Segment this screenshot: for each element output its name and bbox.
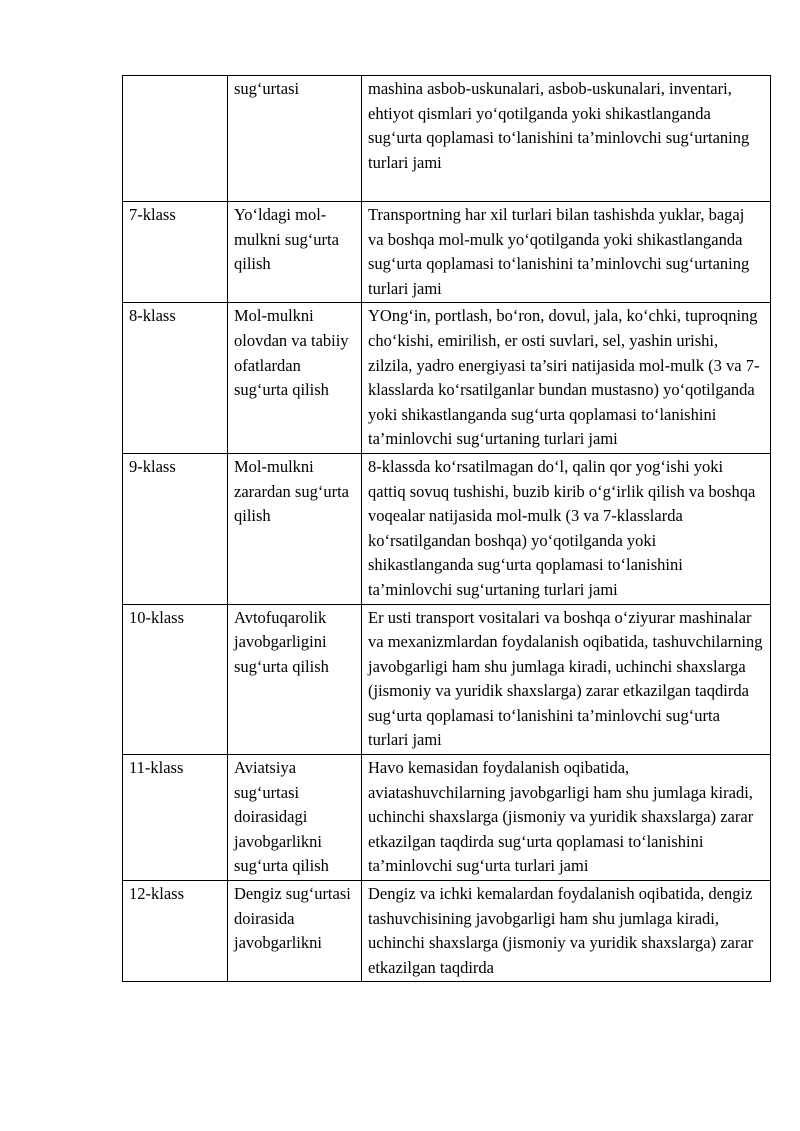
description-cell xyxy=(362,604,771,755)
insurance-name: Avtofuqarolik javobgarligini sug‘urta qilish xyxy=(234,607,329,676)
table-row xyxy=(123,881,771,982)
description-cell xyxy=(362,755,771,881)
class-cell xyxy=(123,303,228,454)
table-row xyxy=(123,604,771,755)
insurance-description: Dengiz va ichki kemalardan foydalanish oqibatida, dengiz tashuvchisining javobgarligi ham shu jumlaga kiradi, uchinchi shaxslarga (jismoniy va yuridik shaxslarga) zarar etkazilgan taqdirda xyxy=(368,884,754,977)
insurance-name: Mol-mulkni zarardan sug‘urta qilish xyxy=(234,456,349,526)
class-cell xyxy=(123,881,228,982)
class-label: 7-klass xyxy=(129,205,176,224)
insurance-name-cell xyxy=(228,202,362,303)
class-label: 9-klass xyxy=(129,456,176,476)
description-cell xyxy=(362,881,771,982)
class-cell xyxy=(123,202,228,303)
table-row xyxy=(123,453,771,604)
insurance-description: Er usti transport vositalari va boshqa o‘ziyurar mashinalar va mexanizmlardan foydalanish oqibatida, tashuvchilarning javobgarligi ham shu jumlaga kiradi, uchinchi shaxslarga (jismoniy va yuridik shaxslarga) zarar etkazilgan taqdirda sug‘urta qoplamasi to‘lanishini ta’minlovchi sug‘urta turlari jami xyxy=(368,607,763,750)
class-label: 8-klass xyxy=(129,306,176,326)
insurance-name: Mol-mulkni olovdan va tabiiy ofatlardan sug‘urta qilish xyxy=(234,306,349,400)
insurance-name: Yo‘ldagi mol-mulkni sug‘urta qilish xyxy=(234,205,339,274)
class-cell xyxy=(123,453,228,604)
description-cell xyxy=(362,202,771,303)
insurance-name-cell xyxy=(228,303,362,454)
insurance-name-cell xyxy=(228,453,362,604)
class-cell xyxy=(123,755,228,881)
insurance-description: Havo kemasidan foydalanish oqibatida, aviatashuvchilarning javobgarligi ham shu jumlaga kiradi, uchinchi shaxslarga (jismoniy va yuridik shaxslarga) zarar etkazilgan taqdirda sug‘urta qoplamasi to‘lanishini ta’minlovchi sug‘urta turlari jami xyxy=(368,758,754,876)
insurance-name-cell xyxy=(228,881,362,982)
insurance-description: 8-klassda ko‘rsatilmagan do‘l, qalin qor yog‘ishi yoki qattiq sovuq tushishi, buzib kirib o‘g‘irlik qilish va boshqa voqealar natijasida mol-mulk (3 va 7-klasslarda ko‘rsatilgandan boshqa) yo‘qotilganda yoki shikastlanganda sug‘urta qoplamasi to‘lanishini ta’minlovchi sug‘urtaning turlari jami xyxy=(368,456,756,599)
insurance-description: mashina asbob-uskunalari, asbob-uskunalari, inventari, ehtiyot qismlari yo‘qotilganda yoki shikastlanganda sug‘urta qoplamasi to‘lanishini ta’minlovchi sug‘urtaning turlari jami xyxy=(368,79,750,172)
insurance-name: Aviatsiya sug‘urtasi doirasidagi javobgarlikni sug‘urta qilish xyxy=(234,758,329,876)
description-cell xyxy=(362,76,771,202)
insurance-name: Dengiz sug‘urtasi doirasida javobgarlikni xyxy=(234,884,351,953)
class-label: 10-klass xyxy=(129,607,184,627)
table-row xyxy=(123,202,771,303)
insurance-description: Transportning har xil turlari bilan tashishda yuklar, bagaj va boshqa mol-mulk yo‘qotilganda yoki shikastlanganda sug‘urta qoplamasi to‘lanishini ta’minlovchi sug‘urtaning turlari jami xyxy=(368,205,750,298)
description-cell xyxy=(362,303,771,454)
insurance-name-cell xyxy=(228,76,362,202)
class-label: 11-klass xyxy=(129,758,184,778)
table-row xyxy=(123,755,771,881)
table-row xyxy=(123,76,771,202)
insurance-name: sug‘urtasi xyxy=(234,79,300,98)
insurance-description: YOng‘in, portlash, bo‘ron, dovul, jala, ko‘chki, tuproqning cho‘kishi, emirilish, er osti suvlari, sel, yashin urishi, zilzila, yadro energiyasi ta’siri natijasida mol-mulk (3 va 7- klasslarda ko‘rsatilganlar bundan mustasno) yo‘qotilganda yoki shikastlanganda sug‘urta qoplamasi to‘lanishini ta’minlovchi sug‘urtaning turlari jami xyxy=(368,306,760,449)
class-cell xyxy=(123,76,228,202)
insurance-classes-table xyxy=(122,75,771,982)
insurance-name-cell xyxy=(228,755,362,881)
description-cell xyxy=(362,453,771,604)
class-cell xyxy=(123,604,228,755)
class-label: 12-klass xyxy=(129,884,184,904)
insurance-name-cell xyxy=(228,604,362,755)
table-row xyxy=(123,303,771,454)
